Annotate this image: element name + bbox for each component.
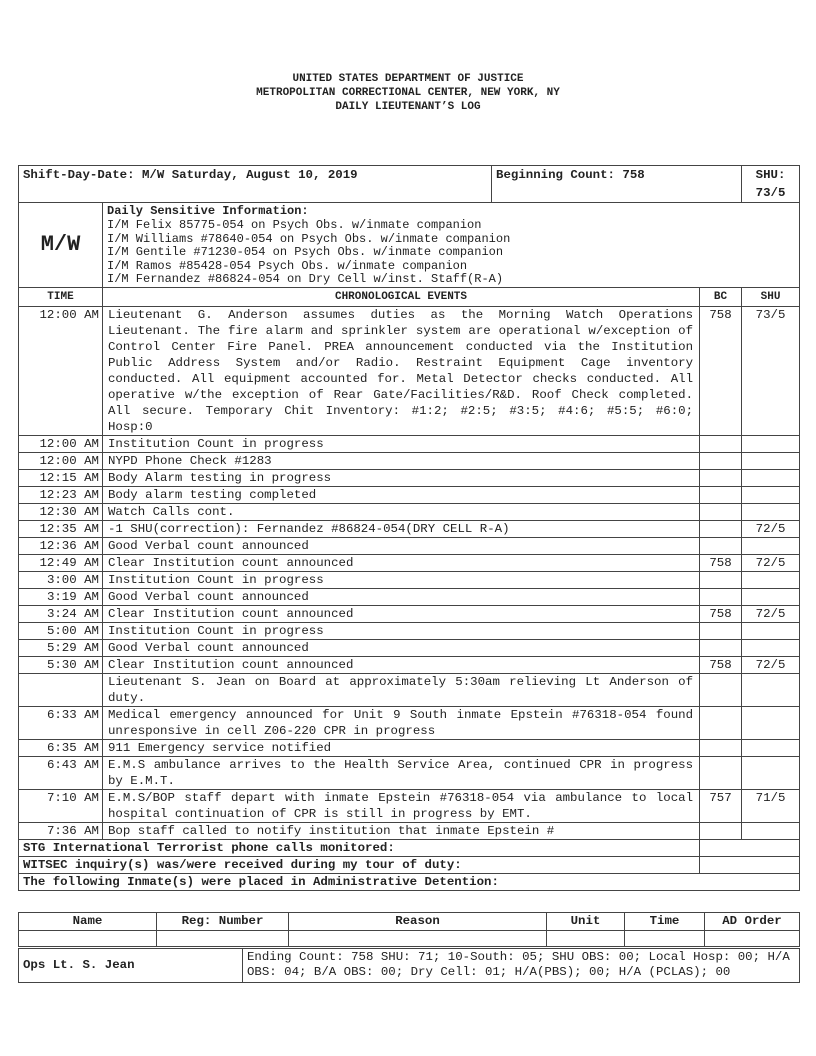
ad-time-header: Time — [625, 913, 705, 931]
event-description: NYPD Phone Check #1283 — [103, 452, 700, 469]
sensitive-info-line: I/M Ramos #85428-054 Psych Obs. w/inmate companion — [107, 258, 468, 273]
ad-cell — [625, 931, 705, 947]
event-description: Institution Count in progress — [103, 622, 700, 639]
column-header-row — [19, 287, 800, 306]
event-bc: 758 — [700, 306, 742, 435]
stg-value — [700, 839, 800, 856]
event-description: Body Alarm testing in progress — [103, 469, 700, 486]
ad-heading: The following Inmate(s) were placed in Administrative Detention: — [19, 873, 800, 890]
event-time: 5:30 AM — [19, 656, 103, 673]
ad-cell — [289, 931, 547, 947]
event-shu — [742, 435, 800, 452]
event-row — [19, 639, 800, 656]
event-row — [19, 469, 800, 486]
event-shu — [742, 639, 800, 656]
event-row — [19, 622, 800, 639]
watch-code: M/W — [19, 203, 103, 288]
ad-heading-row — [19, 873, 800, 890]
shift-day-date: Shift-Day-Date: M/W Saturday, August 10, 2019 — [19, 166, 492, 203]
event-shu — [742, 571, 800, 588]
admin-detention-table — [18, 912, 800, 947]
event-bc: 758 — [700, 605, 742, 622]
event-shu: 71/5 — [742, 789, 800, 822]
event-bc — [700, 452, 742, 469]
event-description: Clear Institution count announced — [103, 656, 700, 673]
header-facility: METROPOLITAN CORRECTIONAL CENTER, NEW YORK, NY — [256, 87, 560, 99]
event-time: 5:00 AM — [19, 622, 103, 639]
event-time: 12:49 AM — [19, 554, 103, 571]
event-row — [19, 789, 800, 822]
event-shu — [742, 673, 800, 706]
shift-row — [19, 166, 800, 203]
event-time: 12:35 AM — [19, 520, 103, 537]
event-shu: 73/5 — [742, 306, 800, 435]
ad-cell — [19, 931, 157, 947]
event-bc: 758 — [700, 554, 742, 571]
event-bc — [700, 469, 742, 486]
event-row — [19, 306, 800, 435]
event-bc — [700, 673, 742, 706]
ending-count: Ending Count: 758 SHU: 71; 10-South: 05; SHU OBS: 00; Local Hosp: 00; H/A OBS: 04; B/A OBS: 00; Dry Cell: 01; H/A(PBS); 00; H/A (PCLAS); 00 — [243, 949, 800, 983]
signing-officer: Ops Lt. S. Jean — [19, 949, 243, 983]
shu-column-header: SHU — [742, 287, 800, 306]
sensitive-info-line: I/M Williams #78640-054 on Psych Obs. w/inmate companion — [107, 231, 511, 246]
event-row — [19, 739, 800, 756]
event-row — [19, 756, 800, 789]
signature-table — [18, 948, 800, 983]
event-shu — [742, 503, 800, 520]
event-description: -1 SHU(correction): Fernandez #86824-054(DRY CELL R-A) — [103, 520, 700, 537]
event-description: E.M.S ambulance arrives to the Health Service Area, continued CPR in progress by E.M.T. — [103, 756, 700, 789]
event-time: 6:33 AM — [19, 706, 103, 739]
event-shu — [742, 822, 800, 839]
event-shu — [742, 756, 800, 789]
event-bc — [700, 537, 742, 554]
ad-cell — [157, 931, 289, 947]
document-header — [0, 72, 816, 114]
event-row — [19, 706, 800, 739]
event-description: E.M.S/BOP staff depart with inmate Epstein #76318-054 via ambulance to local hospital continuation of CPR is still in progress by EMT. — [103, 789, 700, 822]
sensitive-info-line: I/M Fernandez #86824-054 on Dry Cell w/inst. Staff(R-A) — [107, 272, 504, 287]
event-time: 12:00 AM — [19, 306, 103, 435]
event-shu — [742, 537, 800, 554]
ad-reason-header: Reason — [289, 913, 547, 931]
stg-notice: STG International Terrorist phone calls monitored: — [19, 839, 700, 856]
signature-row — [19, 949, 800, 983]
ad-cell — [547, 931, 625, 947]
event-row — [19, 520, 800, 537]
witsec-value — [700, 856, 800, 873]
event-time: 7:10 AM — [19, 789, 103, 822]
ad-reg-header: Reg: Number — [157, 913, 289, 931]
header-agency: UNITED STATES DEPARTMENT OF JUSTICE — [292, 73, 524, 85]
event-time: 12:00 AM — [19, 452, 103, 469]
sensitive-info — [103, 203, 800, 288]
ad-empty-row — [19, 931, 800, 947]
sensitive-info-title: Daily Sensitive Information: — [107, 204, 309, 218]
event-row — [19, 588, 800, 605]
event-row — [19, 452, 800, 469]
event-shu — [742, 622, 800, 639]
event-description: Lieutenant S. Jean on Board at approximately 5:30am relieving Lt Anderson of duty. — [103, 673, 700, 706]
witsec-notice: WITSEC inquiry(s) was/were received during my tour of duty: — [19, 856, 700, 873]
event-bc — [700, 706, 742, 739]
event-time: 6:43 AM — [19, 756, 103, 789]
event-description: Bop staff called to notify institution that inmate Epstein # — [103, 822, 700, 839]
ad-cell — [705, 931, 800, 947]
ad-name-header: Name — [19, 913, 157, 931]
event-time: 3:24 AM — [19, 605, 103, 622]
event-bc — [700, 622, 742, 639]
event-shu: 72/5 — [742, 554, 800, 571]
sensitive-info-line: I/M Gentile #71230-054 on Psych Obs. w/inmate companion — [107, 245, 504, 260]
event-row — [19, 605, 800, 622]
event-row — [19, 571, 800, 588]
event-row — [19, 503, 800, 520]
event-row — [19, 435, 800, 452]
event-time — [19, 673, 103, 706]
event-shu — [742, 588, 800, 605]
event-time: 12:15 AM — [19, 469, 103, 486]
event-description: Good Verbal count announced — [103, 537, 700, 554]
event-bc — [700, 520, 742, 537]
event-description: Clear Institution count announced — [103, 554, 700, 571]
header-log-title: DAILY LIEUTENANT’S LOG — [335, 101, 481, 113]
event-time: 5:29 AM — [19, 639, 103, 656]
event-description: Institution Count in progress — [103, 571, 700, 588]
event-row — [19, 554, 800, 571]
event-row — [19, 673, 800, 706]
event-shu: 72/5 — [742, 520, 800, 537]
ad-header-row — [19, 913, 800, 931]
event-bc — [700, 756, 742, 789]
event-bc — [700, 486, 742, 503]
ad-unit-header: Unit — [547, 913, 625, 931]
lieutenant-log-table — [18, 165, 800, 891]
ad-order-header: AD Order — [705, 913, 800, 931]
event-row — [19, 822, 800, 839]
sensitive-info-line: I/M Felix 85775-054 on Psych Obs. w/inmate companion — [107, 218, 482, 232]
event-bc: 757 — [700, 789, 742, 822]
event-bc — [700, 639, 742, 656]
event-bc — [700, 739, 742, 756]
event-row — [19, 656, 800, 673]
event-shu — [742, 706, 800, 739]
event-description: Medical emergency announced for Unit 9 South inmate Epstein #76318-054 found unresponsive in cell Z06-220 CPR in progress — [103, 706, 700, 739]
event-shu — [742, 486, 800, 503]
beginning-count: Beginning Count: 758 — [492, 166, 742, 203]
stg-row — [19, 839, 800, 856]
shu-count: SHU: 73/5 — [742, 166, 800, 203]
event-row — [19, 537, 800, 554]
event-shu — [742, 739, 800, 756]
event-shu — [742, 452, 800, 469]
bc-column-header: BC — [700, 287, 742, 306]
event-time: 7:36 AM — [19, 822, 103, 839]
event-bc: 758 — [700, 656, 742, 673]
event-time: 3:00 AM — [19, 571, 103, 588]
event-description: Good Verbal count announced — [103, 588, 700, 605]
event-time: 12:30 AM — [19, 503, 103, 520]
event-bc — [700, 503, 742, 520]
event-description: Lieutenant G. Anderson assumes duties as the Morning Watch Operations Lieutenant. The fire alarm and sprinkler system are operational w/exception of Control Center Fire Panel. PREA announcement conducted via the Institution Public Address System and/or Radio. Restraint Equipment Cage inventory conducted. All equipment accounted for. Metal Detector checks conducted. All operative w/the exception of Rear Gate/Facilities/R&D. Roof Check completed. All secure. Temporary Chit Inventory: #1:2; #2:5; #3:5; #4:6; #5:5; #6:0; Hosp:0 — [103, 306, 700, 435]
event-shu — [742, 469, 800, 486]
event-description: Body alarm testing completed — [103, 486, 700, 503]
witsec-row — [19, 856, 800, 873]
event-bc — [700, 588, 742, 605]
event-bc — [700, 822, 742, 839]
event-time: 12:36 AM — [19, 537, 103, 554]
event-time: 6:35 AM — [19, 739, 103, 756]
event-bc — [700, 435, 742, 452]
event-time: 3:19 AM — [19, 588, 103, 605]
event-description: Good Verbal count announced — [103, 639, 700, 656]
event-shu: 72/5 — [742, 656, 800, 673]
event-bc — [700, 571, 742, 588]
event-description: Institution Count in progress — [103, 435, 700, 452]
time-column-header: TIME — [19, 287, 103, 306]
event-shu: 72/5 — [742, 605, 800, 622]
event-row — [19, 486, 800, 503]
events-column-header: CHRONOLOGICAL EVENTS — [103, 287, 700, 306]
event-description: Clear Institution count announced — [103, 605, 700, 622]
event-time: 12:00 AM — [19, 435, 103, 452]
sensitive-info-row — [19, 203, 800, 288]
event-description: Watch Calls cont. — [103, 503, 700, 520]
event-description: 911 Emergency service notified — [103, 739, 700, 756]
event-time: 12:23 AM — [19, 486, 103, 503]
